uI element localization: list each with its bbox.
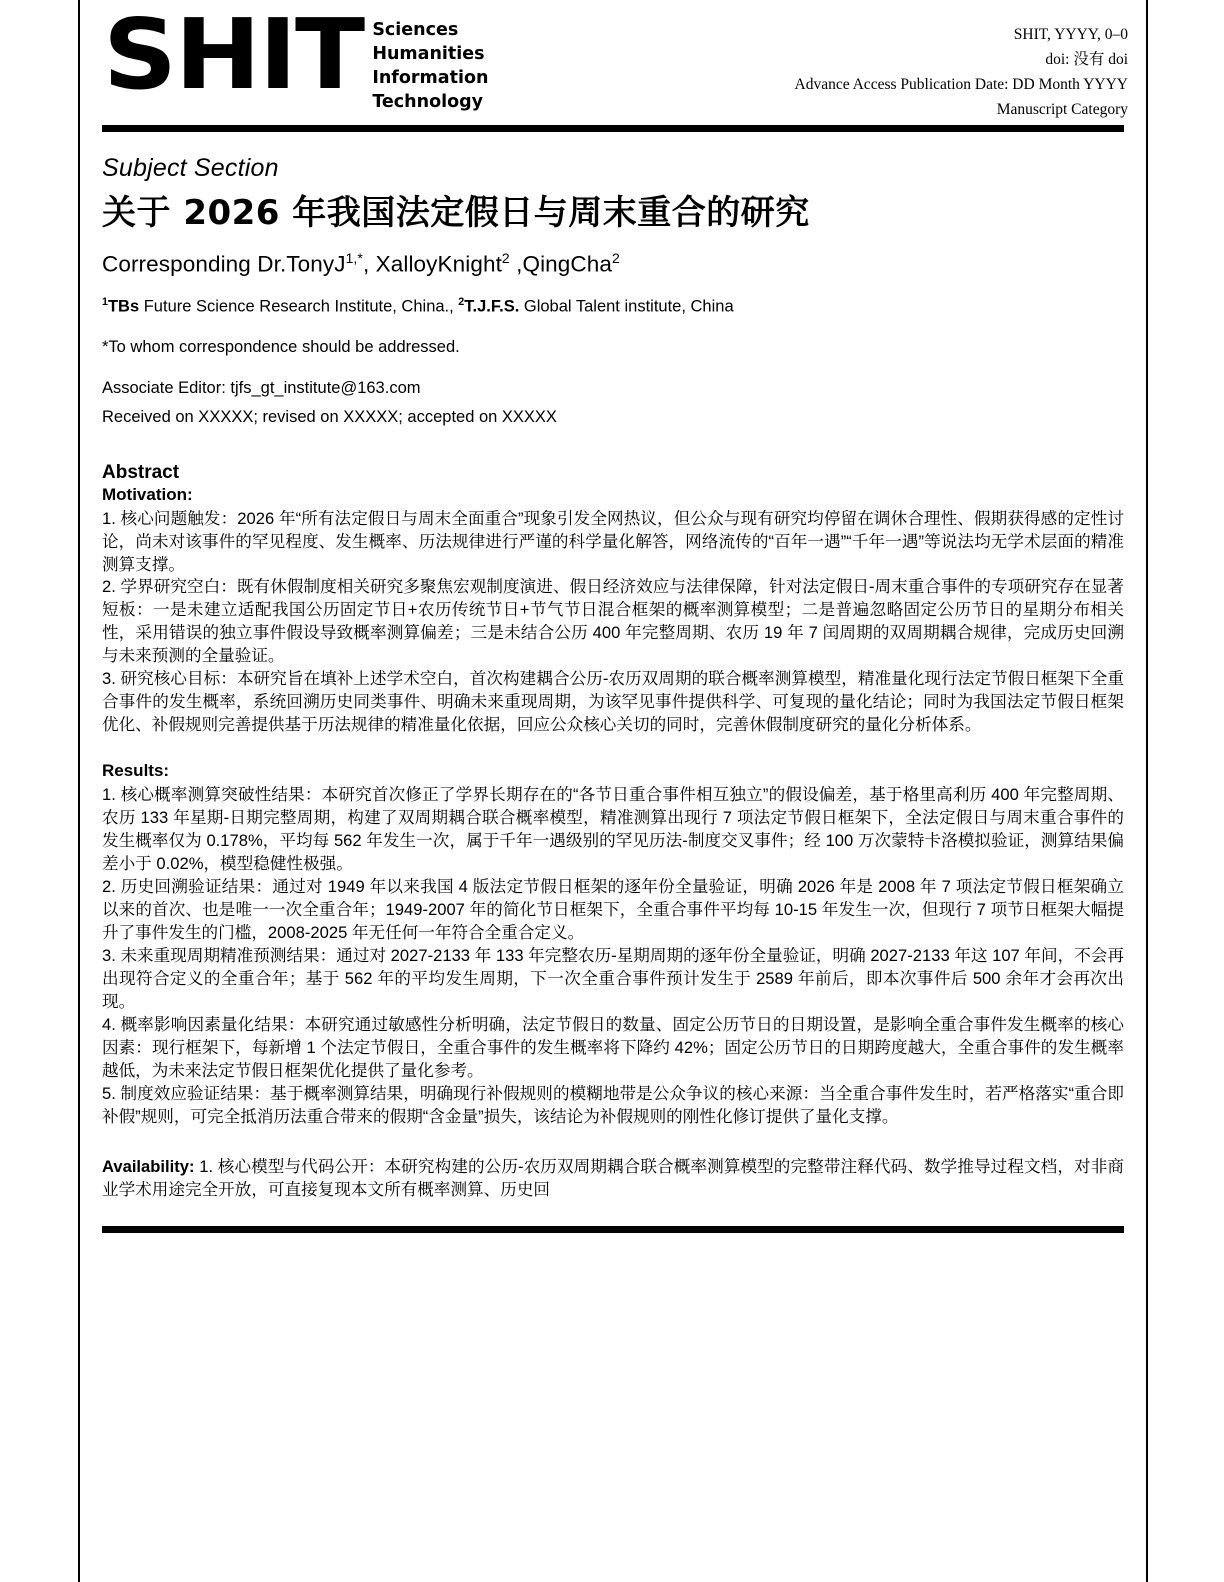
author-2-name: , XalloyKnight (362, 251, 502, 277)
page-content (80, 0, 1146, 1582)
author-list (102, 250, 1124, 278)
availability-text: 1. 核心模型与代码公开：本研究构建的公历-农历双周期耦合联合概率测算模型的完整带注释代码、数学推导过程文档，对非商业学术用途完全开放，可直接复现本文所有概率测算、历史回 (102, 1156, 1124, 1199)
journal-logo-words (372, 19, 488, 115)
affiliation-2-marker: 2 (458, 295, 465, 308)
affiliation-1-text: Future Science Research Institute, China., (139, 297, 459, 316)
affiliation-list (102, 295, 1124, 319)
availability-label: Availability: (102, 1156, 195, 1176)
journal-logo (103, 0, 489, 115)
received-revised-accepted-line: Received on XXXXX; revised on XXXXX; accepted on XXXXX (102, 407, 557, 426)
logo-word-technology: Technology (372, 91, 484, 112)
results-content (102, 784, 1124, 1129)
results-item-3: 3. 未来重现周期精准预测结果：通过对 2027-2133 年 133 年完整农历-星期周期的逐年份全量验证，明确 2027-2133 年这 107 年间，不会再出现符合定义的全重合年；基于 562 年的平均发生周期，下一次全重合事件预计发生于 2589 年前后，即本次事件后 500 余年才会再次出现。 (102, 946, 1124, 1011)
motivation-content (102, 508, 1124, 738)
affiliation-2-text: Global Talent institute, China (519, 297, 734, 316)
journal-citation-line: SHIT, YYYY, 0–0 (1013, 26, 1128, 43)
results-item-2: 2. 历史回溯验证结果：通过对 1949 年以来我国 4 版法定节假日框架的逐年份全量验证，明确 2026 年是 2008 年 7 项法定节假日框架确立以来的首次、也是唯一一次全重合年；1949-2007 年的简化节日框架下，全重合事件平均每 10-15 年发生一次，但现行 7 项节日框架大幅提升了事件发生的门槛，2008-2025 年无任何一年符合全重合定义。 (102, 877, 1124, 943)
journal-doi-line: doi: 没有 doi (1045, 51, 1128, 69)
motivation-item-1: 1. 核心问题触发：2026 年“所有法定假日与周末全面重合”现象引发全网热议，但公众与现有研究均停留在调休合理性、假期获得感的定性讨论，尚未对该事件的罕见程度、发生概率、历法规律进行严谨的科学量化解答，网络流传的“百年一遇”“千年一遇”等说法均无学术层面的精准测算支撑。 (102, 508, 1124, 574)
page-right-rule (1146, 0, 1148, 1582)
motivation-item-2: 2. 学界研究空白：既有休假制度相关研究多聚焦宏观制度演进、假日经济效应与法律保障，针对法定假日-周末重合事件的专项研究存在显著短板：一是未建立适配我国公历固定节日+农历传统节日+节气节日混合框架的概率测算模型；二是普遍忽略固定公历节日的星期分布相关性，采用错误的独立事件假设导致概率测算偏差；三是未结合公历 400 年完整周期、农历 19 年 7 闰周期的双周期耦合规律，完成历史回溯与未来预测的全量验证。 (102, 577, 1124, 666)
motivation-item-3: 3. 研究核心目标：本研究旨在填补上述学术空白，首次构建耦合公历-农历双周期的联合概率测算模型，精准量化现行法定节假日框架下全重合事件的发生概率，系统回溯历史同类事件、明确未来重现周期，为该罕见事件提供科学、可复现的量化结论；同时为我国法定节假日框架优化、补假规则完善提供基于历法规律的精准量化依据，回应公众核心关切的同时，完善休假制度研究的量化分析体系。 (102, 669, 1124, 735)
logo-word-information: Information (372, 67, 489, 88)
journal-citation-block (795, 22, 1128, 122)
affiliation-1-marker: 1 (102, 295, 108, 308)
results-item-1: 1. 核心概率测算突破性结果：本研究首次修正了学界长期存在的“各节日重合事件相互独立”的假设偏差，基于格里高利历 400 年完整周期、农历 133 年星期-日期完整周期，构建了双周期耦合联合概率模型，精准测算出现行 7 项法定节假日框架下，全法定假日与周末重合事件的发生概率仅为 0.178%，平均每 562 年发生一次，属于千年一遇级别的罕见历法-制度交叉事件；经 100 万次蒙特卡洛模拟验证，测算结果偏差小于 0.02%，模型稳健性极强。 (102, 785, 1124, 874)
journal-masthead (80, 0, 1146, 123)
corresponding-author-note: *To whom correspondence should be addressed. (102, 337, 460, 356)
journal-publication-date-line: Advance Access Publication Date: DD Month YYYY (794, 76, 1128, 94)
results-item-4: 4. 概率影响因素量化结果：本研究通过敏感性分析明确，法定节假日的数量、固定公历节日的日期设置，是影响全重合事件发生概率的核心因素：现行框架下，每新增 1 个法定节假日，全重合事件的发生概率将下降约 42%；固定公历节日的日期跨度越大，全重合事件的发生概率越低，为未来法定节假日框架优化提供了量化参考。 (102, 1014, 1124, 1080)
author-3-affiliation-marker: 2 (612, 250, 620, 267)
page-title: 关于 2026 年我国法定假日与周末重合的研究 (102, 193, 810, 233)
affiliation-2-abbrev: T.J.F.S. (464, 297, 520, 316)
journal-logo-text: SHIT (103, 0, 364, 111)
journal-manuscript-category-line: Manuscript Category (996, 101, 1128, 119)
logo-word-humanities: Humanities (372, 43, 485, 64)
subject-section-label: Subject Section (102, 154, 279, 182)
author-2-affiliation-marker: 2 (501, 250, 510, 267)
affiliation-1-abbrev: TBs (107, 297, 140, 316)
associate-editor-line: Associate Editor: tjfs_gt_institute@163.com (102, 378, 421, 397)
author-1-name: Corresponding Dr.TonyJ (102, 251, 346, 277)
availability-paragraph (102, 1156, 1124, 1202)
results-label: Results: (102, 761, 170, 781)
article-body (80, 154, 1146, 1202)
author-3-name: ,QingCha (509, 251, 612, 277)
footer-divider-rule (102, 1226, 1124, 1233)
abstract-heading: Abstract (102, 461, 180, 483)
author-1-affiliation-marker: 1,* (345, 250, 363, 267)
logo-word-sciences: Sciences (372, 20, 459, 40)
results-item-5: 5. 制度效应验证结果：基于概率测算结果，明确现行补假规则的模糊地带是公众争议的核心来源：当全重合事件发生时，若严格落实“重合即补假”规则，可完全抵消历法重合带来的假期“含金量”损失，该结论为补假规则的刚性化修订提供了量化支撑。 (102, 1083, 1124, 1126)
motivation-label: Motivation: (102, 484, 193, 504)
masthead-divider-rule (102, 125, 1124, 132)
